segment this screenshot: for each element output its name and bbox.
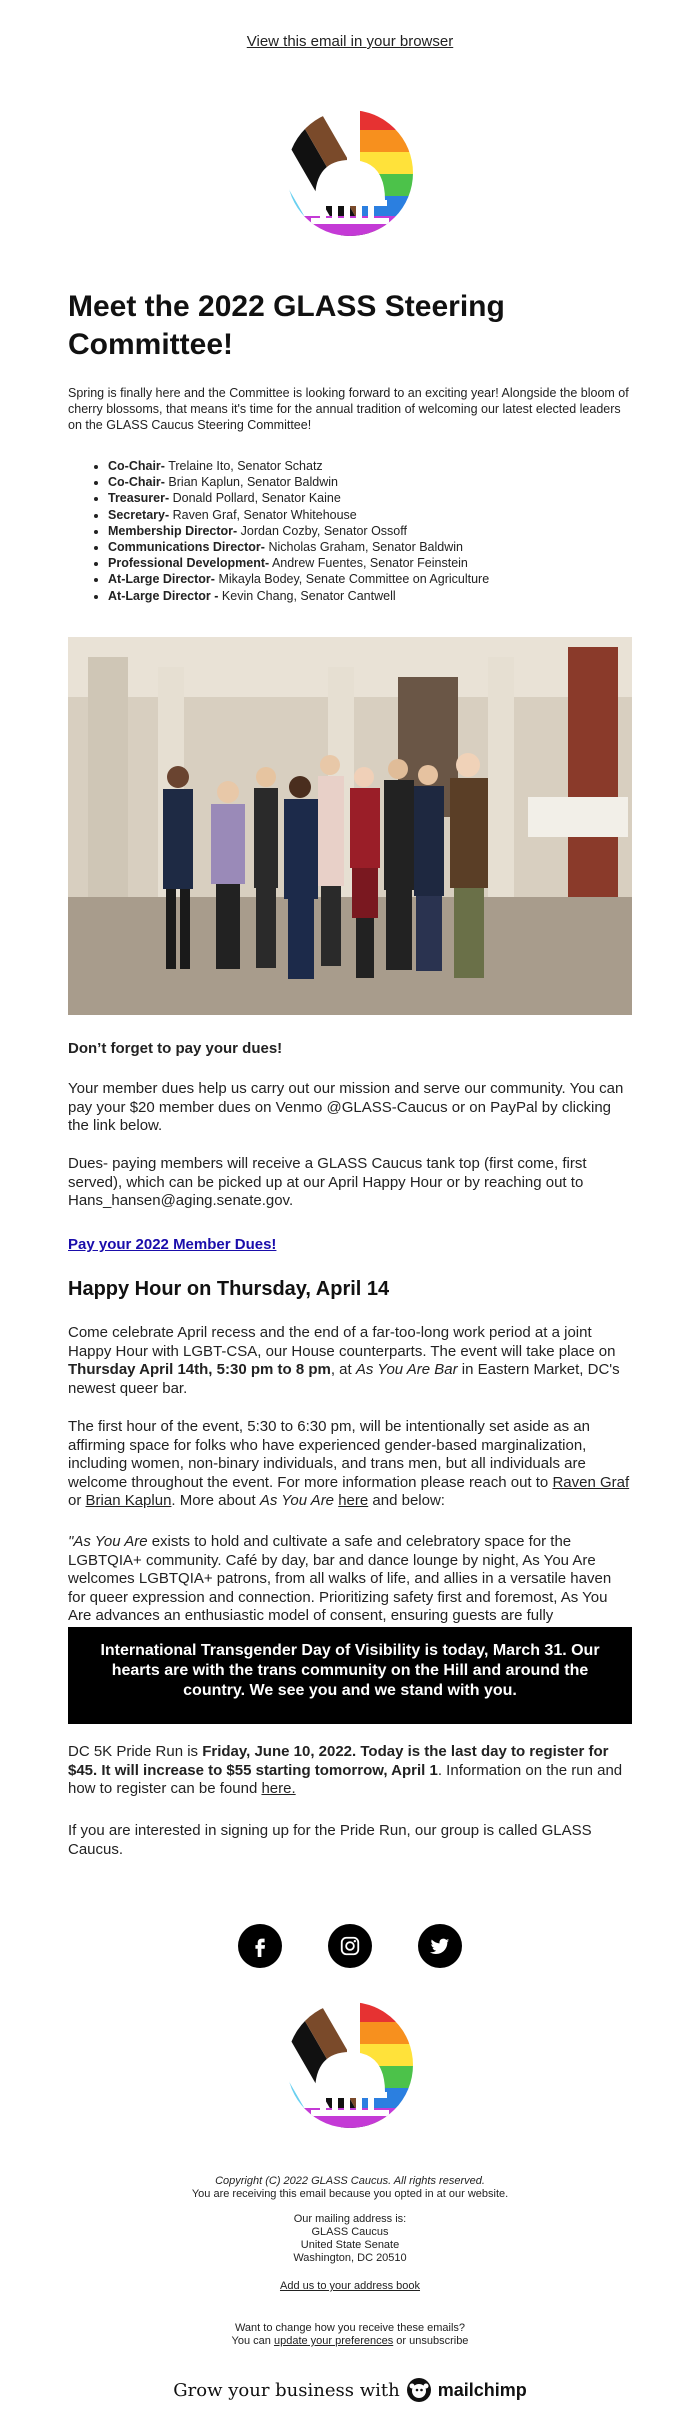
tdov-banner: International Transgender Day of Visibility is today, March 31. Our hearts are with the trans community on the Hill and around the country. We see you and we stand with you. — [68, 1627, 632, 1724]
page-title: Meet the 2022 GLASS Steering Committee! — [68, 290, 505, 361]
officer-list — [68, 458, 672, 604]
preferences-line: You can update your preferences or unsubscribe — [231, 2335, 469, 2347]
address-line: GLASS Caucus — [311, 2226, 389, 2238]
as-you-are-quote: "As You Are exists to hold and cultivate a safe and celebratory space for the LGBTQIA+ community. Café by day, bar and dance lounge by night, As You Are welcomes LGBTQIA+ patrons, from all walks of life, and allies in a versatile haven for queer expression and connection. Prioritizing safety first and foremost, As You Are advances an enthusiastic model of consent, ensuring guests are fully — [68, 1533, 612, 1624]
list-item: • At-Large Director- Mikayla Bodey, Senate Committee on Agriculture — [108, 571, 672, 587]
mailchimp-badge[interactable] — [0, 2377, 700, 2403]
list-item: • Co-Chair- Brian Kaplun, Senator Baldwin — [108, 474, 672, 490]
raven-graf-link[interactable]: Raven Graf — [552, 1473, 630, 1491]
pride-run-link[interactable]: here. — [261, 1780, 296, 1797]
list-item: • Treasurer- Donald Pollard, Senator Kaine — [108, 490, 672, 506]
mailing-address-label: Our mailing address is: — [293, 2213, 407, 2225]
glass-caucus-logo — [285, 108, 415, 238]
update-preferences-link[interactable]: update your preferences — [273, 2335, 394, 2347]
pay-dues-link[interactable]: Pay your 2022 Member Dues! — [68, 1236, 277, 1253]
change-emails-text: Want to change how you receive these emails? — [234, 2322, 466, 2334]
list-item: • Secretary- Raven Graf, Senator Whitehouse — [108, 507, 672, 523]
address-line: Washington, DC 20510 — [293, 2252, 407, 2264]
instagram-icon[interactable] — [328, 1924, 372, 1968]
add-to-address-book-link[interactable]: Add us to your address book — [279, 2280, 421, 2292]
brian-kaplun-link[interactable]: Brian Kaplun — [85, 1492, 172, 1509]
view-in-browser-link[interactable]: View this email in your browser — [246, 33, 454, 50]
pride-run-group-paragraph: If you are interested in signing up for the Pride Run, our group is called GLASS Caucus. — [68, 1822, 592, 1858]
address-book-block — [0, 2280, 700, 2293]
mailchimp-icon — [406, 2377, 432, 2403]
opt-in-notice: You are receiving this email because you opted in at our website. — [191, 2188, 509, 2200]
affirming-space-paragraph: The first hour of the event, 5:30 to 6:30 pm, will be intentionally set aside as an affirming space for folks who have experienced gender-based marginalization, including women, non-binary individuals, and trans men, but all individuals are welcome throughout the event. For more information please reach out to Raven Graf or Brian Kaplun. More about As You Are here and below: — [68, 1418, 630, 1509]
committee-group-photo — [68, 637, 632, 1015]
copyright-text: Copyright (C) 2022 GLASS Caucus. All rights reserved. — [215, 2175, 485, 2187]
list-item: • Membership Director- Jordan Cozby, Senator Ossoff — [108, 523, 672, 539]
as-you-are-link[interactable]: here — [338, 1492, 369, 1509]
happy-hour-heading: Happy Hour on Thursday, April 14 — [68, 1278, 390, 1300]
twitter-icon[interactable] — [418, 1924, 462, 1968]
dues-link-block — [68, 1236, 632, 1253]
list-item: • Professional Development- Andrew Fuentes, Senator Feinstein — [108, 555, 672, 571]
list-item: • Communications Director- Nicholas Graham, Senator Baldwin — [108, 539, 672, 555]
intro-text: Spring is finally here and the Committee is looking forward to an exciting year! Alongside the bloom of cherry blossoms, that means it's time for the annual tradition of welcoming our latest elected leaders on the GLASS Caucus Steering Committee! — [68, 386, 629, 432]
facebook-icon[interactable] — [238, 1924, 282, 1968]
dues-tanktop-paragraph: Dues- paying members will receive a GLASS Caucus tank top (first come, first served), which can be picked up at our April Happy Hour or by reaching out to Hans_hansen@aging.senate.gov. — [68, 1155, 587, 1209]
pride-run-paragraph: DC 5K Pride Run is Friday, June 10, 2022. Today is the last day to register for $45. It will increase to $55 starting tomorrow, April 1. Information on the run and how to register can be found here. — [68, 1743, 623, 1797]
address-line: United State Senate — [300, 2239, 400, 2251]
dues-paragraph: Your member dues help us carry out our mission and serve our community. You can pay your $20 member dues on Venmo @GLASS-Caucus or on PayPal by clicking the link below. — [68, 1080, 624, 1134]
glass-caucus-footer-logo — [285, 2000, 415, 2130]
list-item: • Co-Chair- Trelaine Ito, Senator Schatz — [108, 458, 672, 474]
list-item: • At-Large Director - Kevin Chang, Senator Cantwell — [108, 588, 672, 604]
happy-hour-paragraph: Come celebrate April recess and the end of a far-too-long work period at a joint Happy Hour with LGBT-CSA, our House counterparts. The event will take place on Thursday April 14th, 5:30 pm to 8 pm, at As You Are Bar in Eastern Market, DC's newest queer bar. — [68, 1324, 620, 1397]
view-in-browser — [0, 33, 700, 50]
dues-heading: Don’t forget to pay your dues! — [68, 1040, 283, 1057]
mailchimp-wordmark: mailchimp — [437, 2379, 527, 2400]
mailchimp-tagline: Grow your business with — [173, 2379, 400, 2401]
